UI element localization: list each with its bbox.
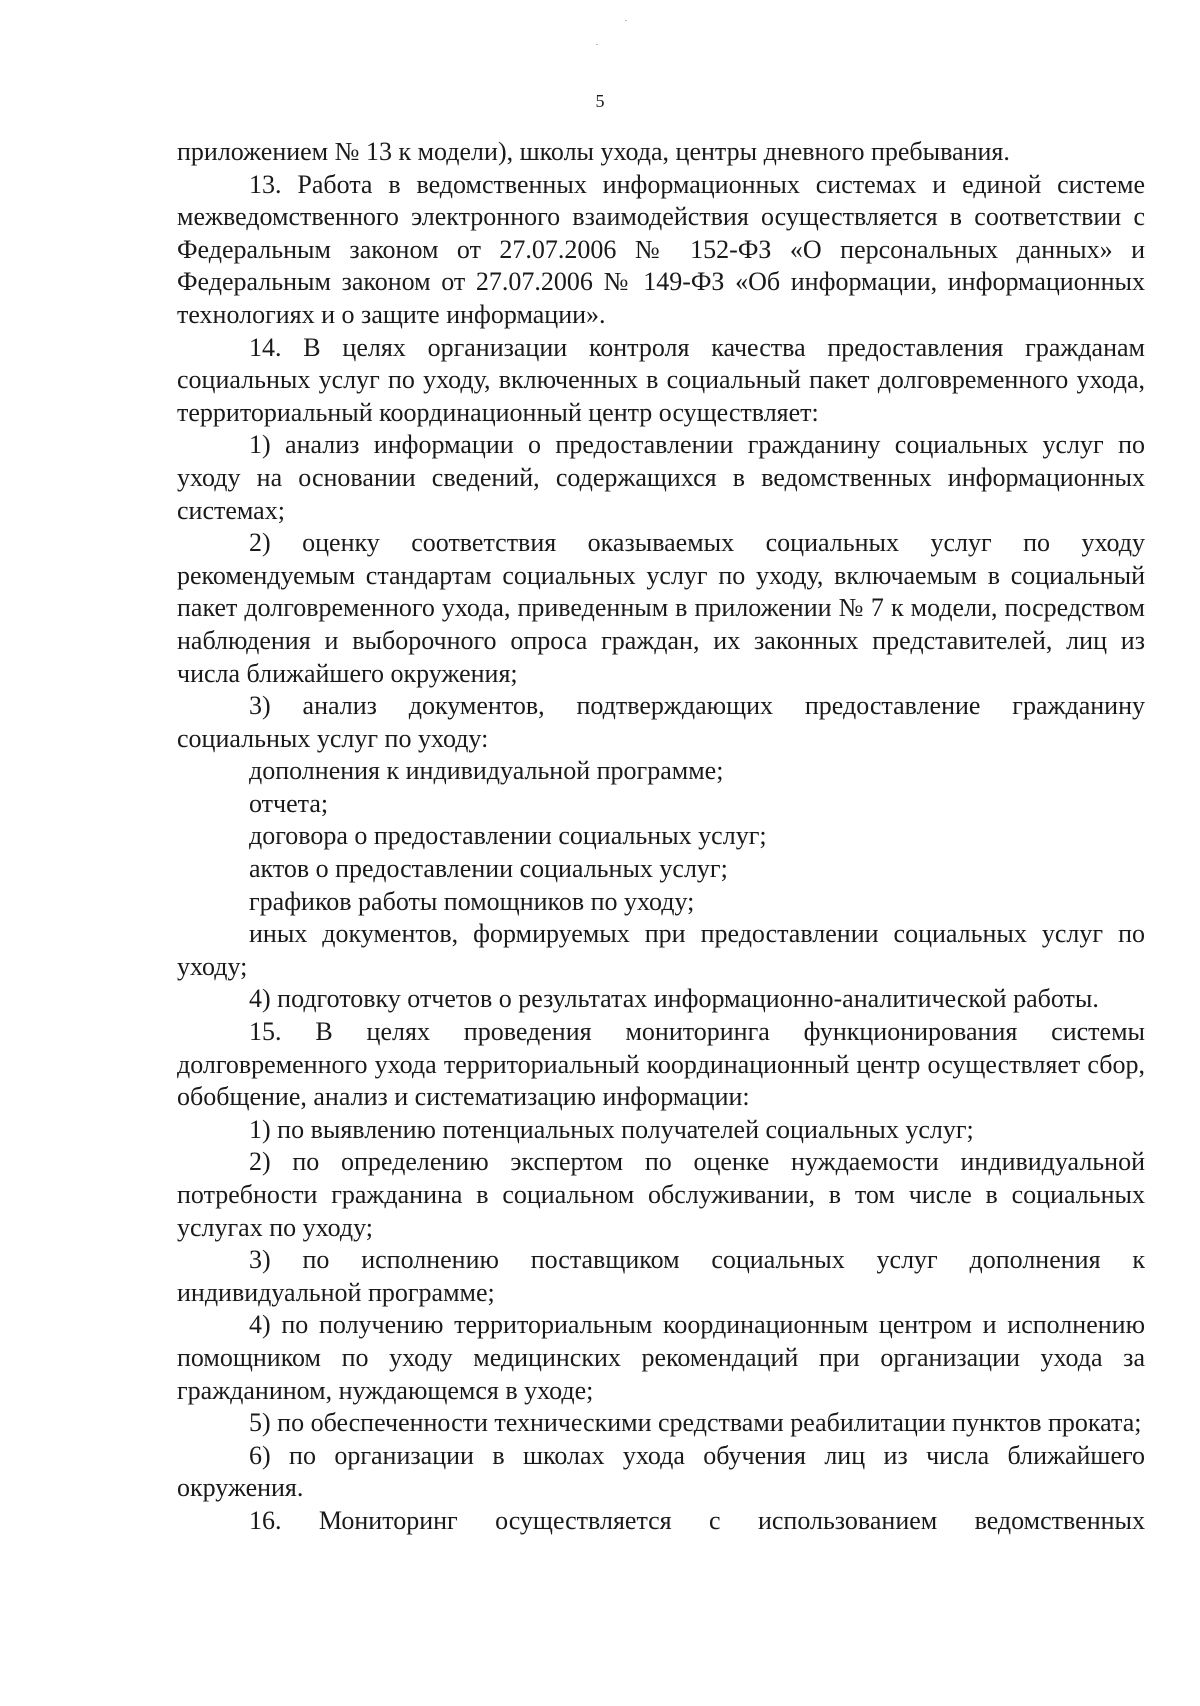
list-item: отчета; [249,788,329,818]
paragraph: 4) по получению территориальным координационным центром и исполнению помощником по уходу медицинских рекомендаций при организации ухода за гражданином, нуждающемся в уходе; [177,1310,1145,1405]
paragraph: 1) анализ информации о предоставлении гражданину социальных услуг по уходу на основании сведений, содержащихся в ведомственных информационных системах; [177,430,1145,525]
paragraph: 13. Работа в ведомственных информационных системах и единой системе межведомственного электронного взаимодействия осуществляется в соответствии с Федеральным законом от 27.07.2006 № 152-ФЗ «О персональных данных» и Федеральным законом от 27.07.2006 № 149-ФЗ «Об информации, информационных технологиях и о защите информации». [177,169,1145,329]
list-item: актов о предоставлении социальных услуг; [249,854,728,884]
paragraph: 1) по выявлению потенциальных получателей социальных услуг; [249,1114,974,1144]
paragraph: 3) по исполнению поставщиком социальных услуг дополнения к индивидуальной программе; [177,1245,1145,1307]
document-body [177,136,1145,1538]
list-item: договора о предоставлении социальных услуг; [249,821,767,851]
paragraph: 3) анализ документов, подтверждающих предоставление гражданину социальных услуг по уходу: [177,691,1145,753]
scan-speck [596,44,598,45]
paragraph: приложением № 13 к модели), школы ухода, центры дневного пребывания. [177,137,1010,166]
paragraph: 4) подготовку отчетов о результатах информационно-аналитической работы. [249,984,1099,1014]
paragraph: 6) по организации в школах ухода обучения лиц из числа ближайшего окружения. [177,1440,1145,1503]
paragraph: 2) оценку соответствия оказываемых социальных услуг по уходу рекомендуемым стандартам социальных услуг по уходу, включаемым в социальный пакет долговременного ухода, приведенным в приложении № 7 к модели, посредством наблюдения и выборочного опроса граждан, их законных представителей, лиц из числа ближайшего окружения; [177,528,1145,688]
list-item: графиков работы помощников по уходу; [249,886,695,916]
list-item: дополнения к индивидуальной программе; [249,756,724,786]
paragraph: 15. В целях проведения мониторинга функционирования системы долговременного ухода территориальный координационный центр осуществляет сбор, обобщение, анализ и систематизацию информации: [177,1017,1145,1112]
paragraph: 2) по определению экспертом по оценке нуждаемости индивидуальной потребности гражданина в социальном обслуживании, в том числе в социальных услугах по уходу; [177,1147,1145,1242]
paragraph: иных документов, формируемых при предоставлении социальных услуг по уходу; [177,919,1145,981]
scan-speck [625,20,627,21]
paragraph: 14. В целях организации контроля качества предоставления гражданам социальных услуг по уходу, включенных в социальный пакет долговременного ухода, территориальный координационный центр осуществляет: [177,332,1145,427]
paragraph: 16. Мониторинг осуществляется с использованием ведомственных [249,1505,1145,1535]
paragraph: 5) по обеспеченности техническими средствами реабилитации пунктов проката; [249,1408,1142,1438]
page-number: 5 [595,91,605,111]
